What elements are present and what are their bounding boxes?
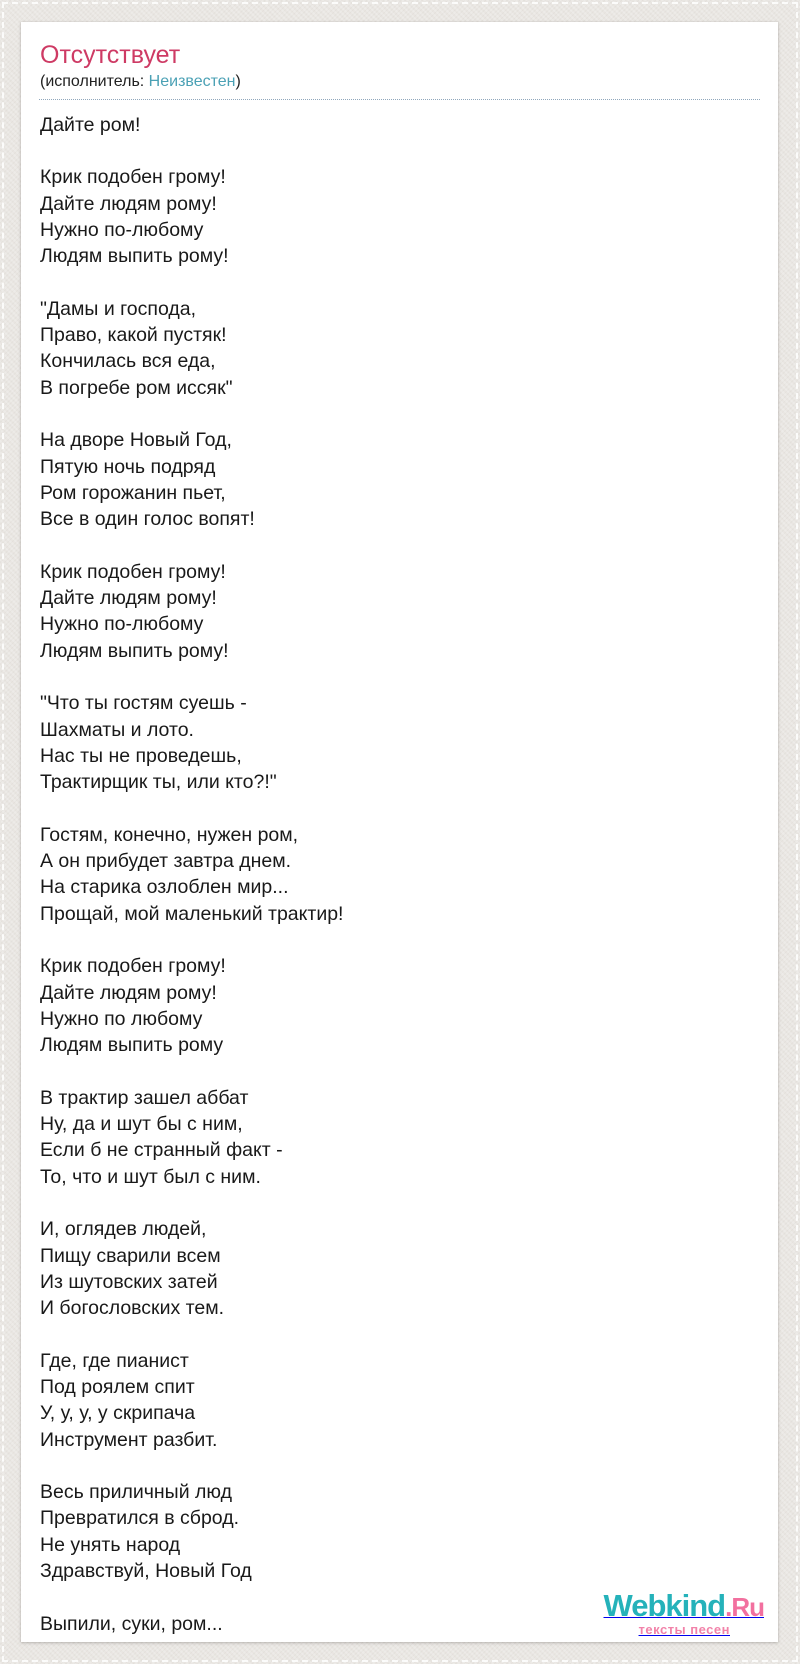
song-title: Отсутствует: [40, 41, 181, 69]
site-logo-suffix: .Ru: [725, 1592, 764, 1622]
lyrics: [39, 112, 760, 1637]
site-logo-tagline: тексты песен: [638, 1622, 730, 1637]
site-logo-link[interactable]: [604, 1590, 765, 1636]
site-logo-wordmark: [604, 1590, 765, 1621]
stanza: На дворе Новый Год, Пятую ночь подряд Ром горожанин пьет, Все в один голос вопят!: [40, 429, 255, 531]
stanza: Крик подобен грому! Дайте людям рому! Нужно по-любому Людям выпить рому!: [40, 560, 229, 662]
artist-label: (исполнитель:: [40, 72, 149, 90]
stanza: И, оглядев людей, Пищу сварили всем Из шутовских затей И богословских тем.: [40, 1218, 225, 1320]
stanza: Дайте ром!: [40, 113, 141, 136]
stanza: Крик подобен грому! Дайте людям рому! Нужно по-любому Людям выпить рому!: [40, 166, 229, 268]
lyrics-card: [21, 22, 778, 1642]
stanza: Весь приличный люд Превратился в сброд. Не унять народ Здравствуй, Новый Год: [40, 1481, 252, 1583]
artist-link[interactable]: Неизвестен: [148, 72, 236, 90]
stanza: В трактир зашел аббат Ну, да и шут бы с ним, Если б не странный факт - То, что и шут был с ним.: [40, 1086, 283, 1188]
stanza: Где, где пианист Под роялем спит У, у, у, у скрипача Инструмент разбит.: [40, 1349, 218, 1451]
stanza: Выпили, суки, ром...: [40, 1612, 223, 1635]
artist-label-close-paren: ): [235, 72, 241, 90]
stanza: Крик подобен грому! Дайте людям рому! Нужно по любому Людям выпить рому: [40, 955, 226, 1057]
artist-line: [39, 73, 760, 100]
site-logo-main: Webkind: [603, 1588, 726, 1623]
stanza: "Дамы и господа, Право, какой пустяк! Кончилась вся еда, В погребе ром иссяк": [40, 297, 233, 399]
stanza: "Что ты гостям суешь - Шахматы и лото. Нас ты не проведешь, Трактирщик ты, или кто?!": [40, 692, 277, 794]
stanza: Гостям, конечно, нужен ром, А он прибудет завтра днем. На старика озлоблен мир... Прощай, мой маленький трактир!: [40, 823, 344, 925]
